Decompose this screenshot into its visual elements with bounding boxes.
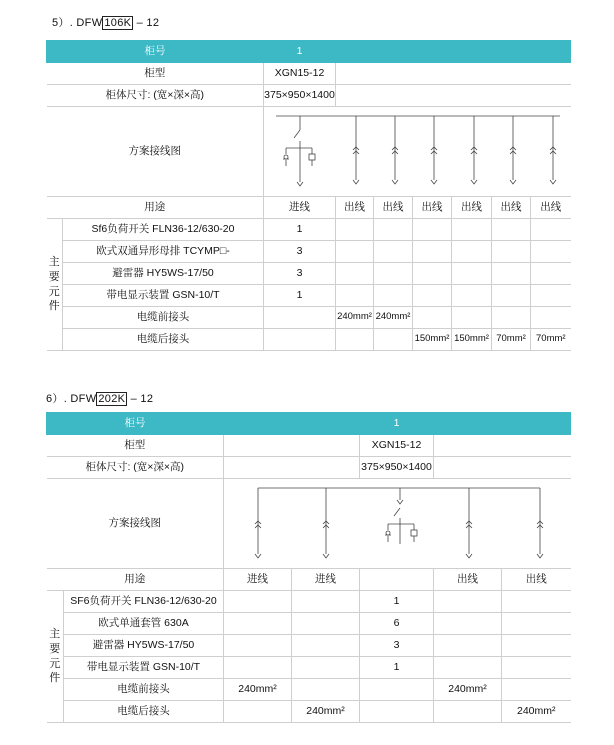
section5-component-row: [47, 285, 571, 307]
section6-incoming-feeder-symbols: [255, 488, 329, 558]
section6-component-row: [47, 657, 571, 679]
section5-type-value: XGN15-12: [264, 63, 336, 85]
section6-component-2-value: 6: [360, 613, 434, 635]
section5-usage-label: 用途: [47, 197, 264, 219]
section6-header-row: [47, 413, 571, 435]
section6-cable-front-2: 240mm²: [434, 679, 502, 701]
section5-title: [52, 14, 159, 30]
section5-scheme-label: 方案接线图: [47, 107, 264, 197]
section6-header-label: 柜号: [47, 413, 224, 435]
section6-header-value: 1: [360, 413, 434, 435]
section6-scheme-row: [47, 479, 571, 569]
section5-usage-1: 进线: [264, 197, 336, 219]
section5-cable-rear-3: 70mm²: [492, 329, 531, 351]
section5-header-row: [47, 41, 571, 63]
section6-component-2-label: 欧式单通套管 630A: [64, 613, 224, 635]
section5-scheme-row: [47, 107, 571, 197]
section5-usage-7: 出线: [531, 197, 571, 219]
section6-component-4-value: 1: [360, 657, 434, 679]
section6-usage-4: 出线: [502, 569, 571, 591]
section5-header-value: 1: [264, 41, 336, 63]
section5-cable-front-1: 240mm²: [336, 307, 374, 329]
section5-component-row: [47, 219, 571, 241]
section5-component-2-value: 3: [264, 241, 336, 263]
section6-cable-rear-1: 240mm²: [292, 701, 360, 723]
section5-usage-2: 出线: [336, 197, 374, 219]
section5-size-label: 柜体尺寸: (宽×深×高): [47, 85, 264, 107]
section6-component-row: [47, 591, 571, 613]
section5-header-label: 柜号: [47, 41, 264, 63]
section5-component-1-label: Sf6负荷开关 FLN36-12/630-20: [63, 219, 264, 241]
section6-size-value: 375×950×1400: [360, 457, 434, 479]
section6-title-prefix: 6）. DFW: [46, 393, 97, 405]
section5-cable-rear-1: 150mm²: [413, 329, 452, 351]
section6-outgoing-feeder-symbols: [466, 488, 543, 558]
section6-wiring-diagram: [224, 480, 571, 568]
section6-usage-3: 出线: [434, 569, 502, 591]
section5-component-3-value: 3: [264, 263, 336, 285]
section5-title-prefix: 5）. DFW: [52, 17, 103, 29]
section6-size-label: 柜体尺寸: (宽×深×高): [47, 457, 224, 479]
section6-usage-2: 进线: [292, 569, 360, 591]
section6-wiring-diagram-cell: [224, 479, 571, 569]
section6-title-suffix: – 12: [130, 393, 154, 405]
section6-cable-rear-label: 电缆后接头: [64, 701, 224, 723]
section6-cable-front-1: 240mm²: [224, 679, 292, 701]
section5-component-1-value: 1: [264, 219, 336, 241]
section5-wiring-diagram: [264, 108, 571, 196]
section5-cable-front-label: 电缆前接头: [63, 307, 264, 329]
section5-wiring-diagram-cell: [264, 107, 571, 197]
section5-cable-front-2: 240mm²: [374, 307, 413, 329]
section5-component-4-label: 带电显示装置 GSN-10/T: [63, 285, 264, 307]
section6-component-4-label: 带电显示装置 GSN-10/T: [64, 657, 224, 679]
section5-component-row: [47, 241, 571, 263]
section5-cable-rear-4: 70mm²: [531, 329, 571, 351]
section5-spec-table: [46, 40, 571, 351]
section6-usage-label: 用途: [47, 569, 224, 591]
section5-cable-rear-label: 电缆后接头: [63, 329, 264, 351]
section6-title: [46, 390, 153, 406]
section6-component-row: [47, 613, 571, 635]
section5-cable-rear-2: 150mm²: [452, 329, 492, 351]
section5-cable-front-row: [47, 307, 571, 329]
section6-type-label: 柜型: [47, 435, 224, 457]
section6-type-row: [47, 435, 571, 457]
section6-usage-1: 进线: [224, 569, 292, 591]
section5-component-2-label: 欧式双通异形母排 TCYMP□-: [63, 241, 264, 263]
section6-load-switch-symbol: [385, 488, 417, 544]
section6-scheme-label: 方案接线图: [47, 479, 224, 569]
section5-title-boxed: 106K: [104, 17, 132, 29]
section6-component-3-value: 3: [360, 635, 434, 657]
section6-type-value: XGN15-12: [360, 435, 434, 457]
section5-incoming-switch-symbol: [283, 116, 315, 186]
section6-component-row: [47, 635, 571, 657]
section6-usage-row: [47, 569, 571, 591]
section6-group-label: 主 要 元 件: [47, 591, 64, 723]
section5-group-label: 主 要 元 件: [47, 219, 63, 351]
section5-component-4-value: 1: [264, 285, 336, 307]
section5-usage-row: [47, 197, 571, 219]
section6-cable-rear-row: [47, 701, 571, 723]
section5-outgoing-feeder-symbols: [353, 116, 556, 184]
section6-component-1-value: 1: [360, 591, 434, 613]
section5-usage-5: 出线: [452, 197, 492, 219]
section5-size-value: 375×950×1400: [264, 85, 336, 107]
section5-title-suffix: – 12: [136, 17, 160, 29]
section5-type-label: 柜型: [47, 63, 264, 85]
section5-type-row: [47, 63, 571, 85]
section5-cable-rear-row: [47, 329, 571, 351]
section6-component-3-label: 避雷器 HY5WS-17/50: [64, 635, 224, 657]
section6-spec-table: [46, 412, 571, 723]
section6-cable-front-row: [47, 679, 571, 701]
section5-component-3-label: 避雷器 HY5WS-17/50: [63, 263, 264, 285]
section5-size-row: [47, 85, 571, 107]
section6-cable-front-label: 电缆前接头: [64, 679, 224, 701]
section6-title-boxed: 202K: [98, 393, 126, 405]
section6-component-1-label: SF6负荷开关 FLN36-12/630-20: [64, 591, 224, 613]
section6-cable-rear-2: 240mm²: [502, 701, 571, 723]
section5-usage-6: 出线: [492, 197, 531, 219]
section6-size-row: [47, 457, 571, 479]
section5-usage-3: 出线: [374, 197, 413, 219]
section5-component-row: [47, 263, 571, 285]
section5-usage-4: 出线: [413, 197, 452, 219]
